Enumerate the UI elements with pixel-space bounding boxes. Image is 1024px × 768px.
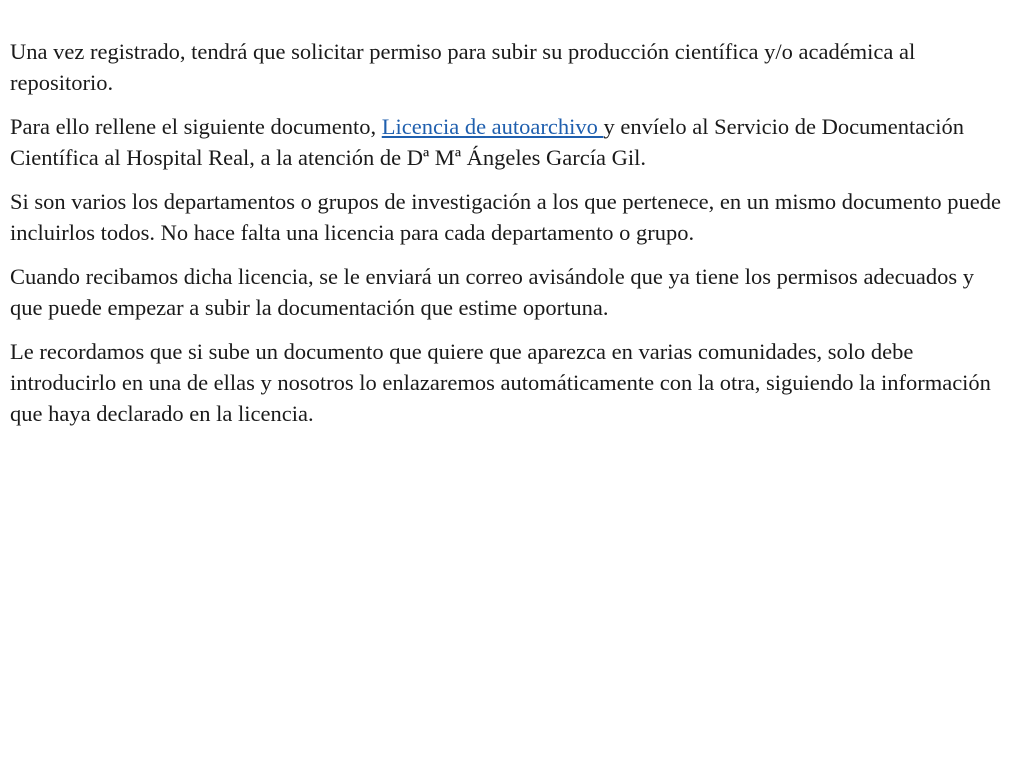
paragraph-communities: Le recordamos que si sube un documento que quiere que aparezca en varias comunidades, solo debe introducirlo en una de ellas y nosotros lo enlazaremos automáticamente con la otra, siguiendo la información que haya declarado en la licencia.	[10, 339, 991, 426]
paragraph-license-text-before: Para ello rellene el siguiente documento,	[10, 114, 382, 139]
paragraph-license-text-after: y envíelo al Servicio de Documentación Científica al Hospital Real, a la atención de Dª Mª Ángeles García Gil.	[10, 114, 965, 170]
paragraph-departments: Si son varios los departamentos o grupos de investigación a los que pertenece, en un mismo documento puede incluirlos todos. No hace falta una licencia para cada departamento o grupo.	[10, 189, 1002, 245]
paragraph-confirmation: Cuando recibamos dicha licencia, se le enviará un correo avisándole que ya tiene los permisos adecuados y que puede empezar a subir la documentación que estime oportuna.	[10, 264, 975, 320]
license-link[interactable]: Licencia de autoarchivo	[381, 114, 604, 139]
paragraph-license-instructions	[10, 111, 1004, 173]
paragraph-registration: Una vez registrado, tendrá que solicitar permiso para subir su producción científica y/o académica al repositorio.	[10, 39, 916, 95]
